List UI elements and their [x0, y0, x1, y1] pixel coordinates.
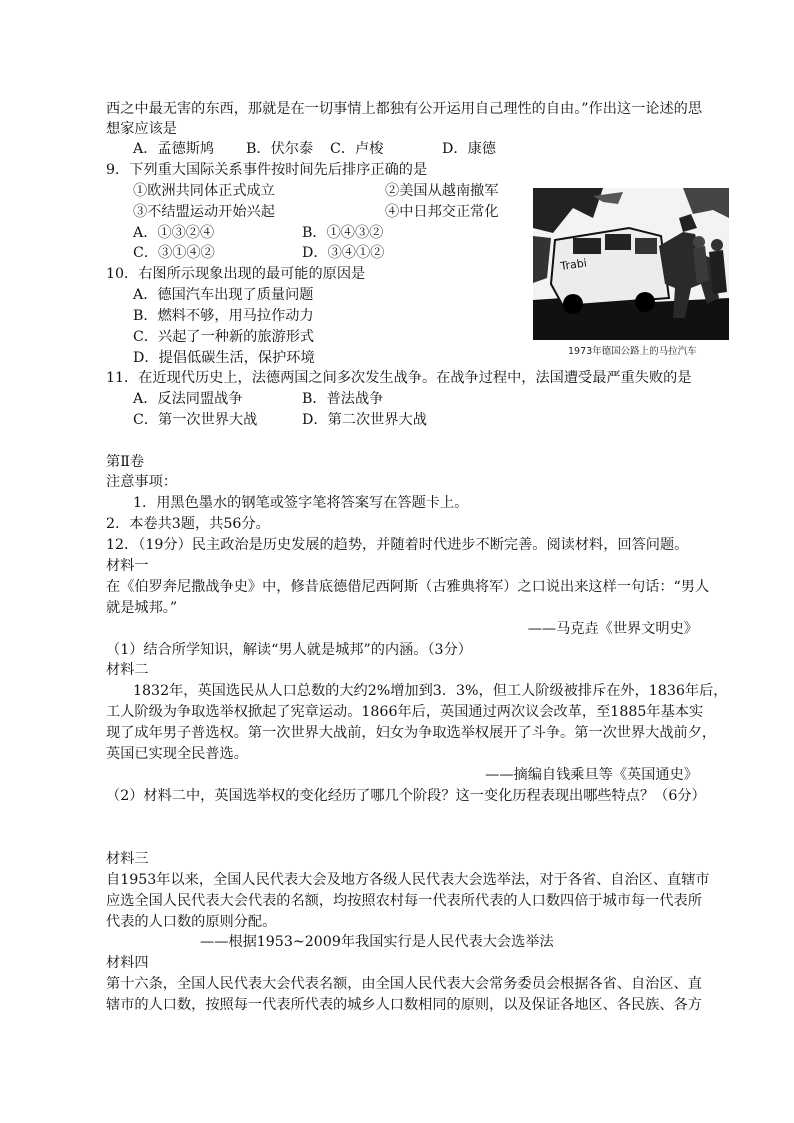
material-source: ——根据1953~2009年我国实行是人民代表大会选举法 [200, 934, 554, 950]
material-source: ——摘编自钱乘旦等《英国通史》 [485, 767, 698, 783]
horse-drawn-car-photo [533, 188, 729, 340]
question-stem: 10．右图所示现象出现的最可能的原因是 [106, 266, 366, 282]
material-text: 工人阶级为争取选举权掀起了宪章运动。1866年后，英国通过两次议会改革，至1885年基本实 [106, 704, 704, 720]
question-stem: 11．在近现代历史上，法德两国之间多次发生战争。在战争过程中，法国遭受最严重失败的是 [106, 370, 692, 386]
material-text: 现了成年男子普选权。第一次世界大战前，妇女为争取选举权展开了斗争。第一次世界大战前夕， [106, 725, 717, 741]
option-a: A．①③②④ [133, 225, 215, 241]
option-d: D．康德 [442, 141, 496, 157]
question-stem: 12．（19分）民主政治是历史发展的趋势，并随着时代进步不断完善。阅读材料，回答问题。 [106, 537, 689, 553]
material-text: 应选全国人民代表大会代表的名额，均按照农村每一代表所代表的人口数四倍于城市每一代表所 [106, 893, 702, 909]
question-text: 西之中最无害的东西，那就是在一切事情上都独有公开运用自己理性的自由。”作出这一论述的思 [106, 101, 703, 117]
material-source: ——马克垚《世界文明史》 [527, 621, 698, 637]
option-b: B．燃料不够，用马拉作动力 [133, 308, 314, 324]
sub-question: （1）结合所学知识，解读“男人就是城邦”的内涵。（3分） [106, 642, 472, 658]
material-text: 辖市的人口数，按照每一代表所代表的城乡人口数相同的原则，以及保证各地区、各民族、各方 [106, 997, 702, 1013]
material-text: 英国已实现全民普选。 [106, 746, 248, 762]
option-d: D．第二次世界大战 [302, 412, 427, 428]
sub-question: （2）材料二中，英国选举权的变化经历了哪几个阶段？这一变化历程表现出哪些特点？（6分） [106, 788, 706, 804]
svg-text:Trabi: Trabi [559, 256, 588, 273]
material-text: 代表的人口数的原则分配。 [106, 914, 277, 930]
option-a: A．反法同盟战争 [133, 391, 243, 407]
option-d: D．提倡低碳生活，保护环境 [133, 350, 315, 366]
option-c: C．兴起了一种新的旅游形式 [133, 329, 315, 345]
option-c: C．卢梭 [330, 141, 384, 157]
material-text: 在《伯罗奔尼撒战争史》中，修昔底德借尼西阿斯（古雅典将军）之口说出来这样一句话：“男人 [106, 579, 710, 595]
event-item: ③不结盟运动开始兴起 [133, 204, 275, 220]
event-item: ④中日邦交正常化 [385, 204, 499, 220]
notice-item: 1．用黑色墨水的钢笔或签字笔将答案写在答题卡上。 [133, 495, 469, 511]
event-item: ②美国从越南撤军 [385, 183, 499, 199]
notice-heading: 注意事项： [106, 474, 177, 490]
section-title: 第Ⅱ卷 [106, 454, 145, 470]
question-text: 想家应该是 [106, 121, 177, 137]
option-b: B．普法战争 [302, 391, 384, 407]
material-text: 自1953年以来，全国人民代表大会及地方各级人民代表大会选举法，对于各省、自治区、直辖市 [106, 872, 710, 888]
material-text: 就是城邦。” [106, 600, 178, 616]
photo-caption: 1973年德国公路上的马拉汽车 [568, 346, 697, 357]
material-title: 材料一 [106, 558, 149, 574]
material-title: 材料四 [106, 955, 149, 971]
option-b: B．伏尔泰 [246, 141, 314, 157]
option-b: B．①④③② [302, 225, 384, 241]
question-stem: 9．下列重大国际关系事件按时间先后排序正确的是 [106, 162, 428, 178]
material-text: 1832年，英国选民从人口总数的大约2%增加到3．3%，但工人阶级被排斥在外，1836年后， [133, 683, 728, 699]
option-c: C．第一次世界大战 [133, 412, 258, 428]
material-text: 第十六条，全国人民代表大会代表名额，由全国人民代表大会常务委员会根据各省、自治区、直 [106, 976, 702, 992]
option-a: A．孟德斯鸠 [133, 141, 215, 157]
event-item: ①欧洲共同体正式成立 [133, 183, 275, 199]
option-c: C．③①④② [133, 245, 215, 261]
material-title: 材料二 [106, 662, 149, 678]
option-d: D．③④①② [302, 245, 385, 261]
option-a: A．德国汽车出现了质量问题 [133, 287, 314, 303]
material-title: 材料三 [106, 851, 149, 867]
notice-item: 2．本卷共3题，共56分。 [106, 516, 270, 532]
